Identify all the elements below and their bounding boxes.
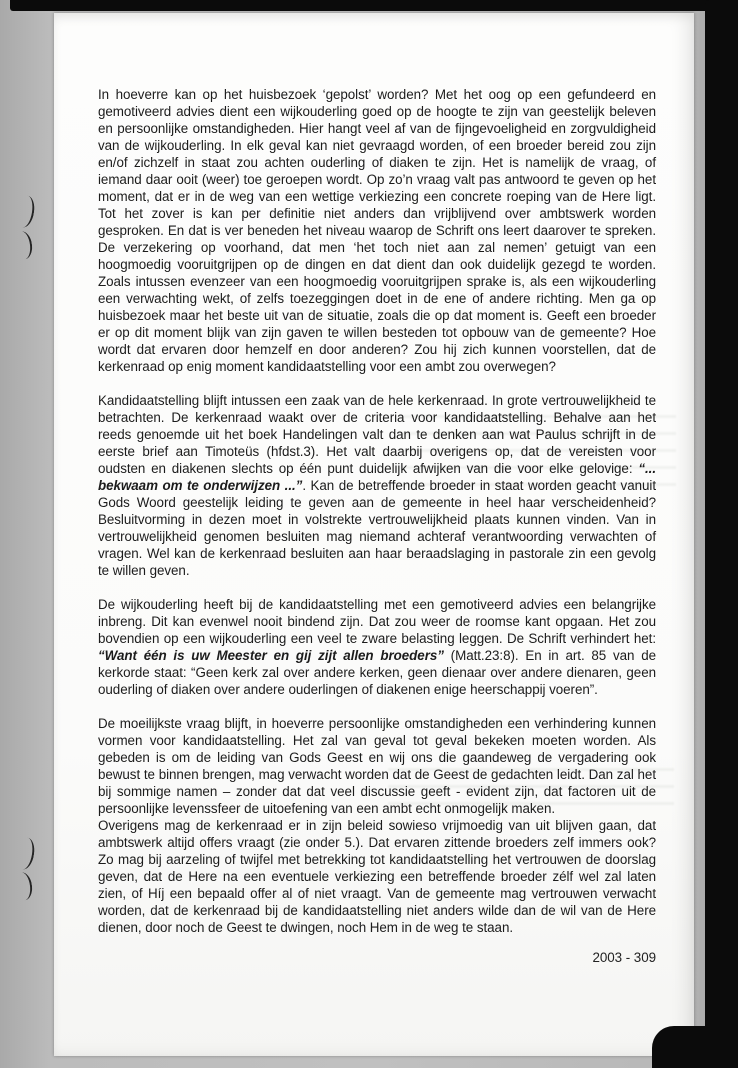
binding-mark — [21, 195, 37, 228]
page-text — [98, 86, 656, 936]
paragraph — [98, 715, 656, 817]
binding-mark — [19, 230, 33, 259]
text-segment: (Matt.23:8). En in art. 85 van de kerkorde staat: “Geen kerk zal over andere kerken, geen dienaar over andere dienaren, geen ouderling of diaken over andere ouderlingen of diakenen enige heerschappij voeren”. — [98, 648, 656, 697]
text-segment: In hoeverre kan op het huisbezoek ‘gepolst’ worden? Met het oog op een gefundeerd en gemotiveerd advies dient een wijkouderling goed op de hoogte te zijn van geestelijk beleven en persoonlijke omstandigheden. Hier hangt veel af van de fijngevoeligheid en zorgvuldigheid van de wijkouderling. In elk geval kan niet gevraagd worden, of een broeder bereid zou zijn en/of zichzelf in staat zou achten ouderling of diaken te zijn. Het is namelijk de vraag, of iemand daar ooit (weer) toe geroepen wordt. Op zo’n vraag valt pas antwoord te geven op het moment, dat er in de weg van een wettige verkiezing een concrete roeping van de Here ligt. Tot het zover is kan per definitie niet anders dan vrijblijvend over ambtswerk worden gesproken. En dat is ver beneden het niveau waarop de Schrift ons leert daarover te spreken. De verzekering op voorhand, dat men ‘het toch niet aan zal nemen’ getuigt van een hoogmoedig vooruitgrijpen op de dingen en dat dient dan ook duidelijk gezegd te worden. Zoals intussen evenzeer van een hoogmoedig vooruitgrijpen sprake is, als een wijkouderling een verwachting wekt, of zelfs toezeggingen doet in de ene of andere richting. Men ga op huisbezoek maar het beste uit van de situatie, zoals die op dat moment is. Geeft een broeder er op dit moment blijk van zijn gaven te willen besteden tot opbouw van de gemeente? Hoe wordt dat ervaren door hemzelf en door anderen? Zou hij zich kunnen voorstellen, dat de kerkenraad op enig moment kandidaatstelling voor een ambt zou overwegen? — [98, 87, 656, 374]
text-segment: “... bekwaam om te onderwijzen ...” — [98, 461, 656, 493]
text-segment: De wijkouderling heeft bij de kandidaatstelling met een gemotiveerd advies een belangrijke inbreng. Dit kan evenwel nooit bindend zijn. Dat zou weer de roomse kant opgaan. Het zou bovendien op een wijkouderling een veel te zware belasting leggen. De Schrift verhindert het: — [98, 597, 656, 646]
scan-corner-bottom-right — [652, 1026, 738, 1068]
scan-edge-top — [10, 0, 738, 11]
page-number: 2003 - 309 — [592, 950, 656, 965]
paragraph — [98, 86, 656, 375]
paragraph — [98, 596, 656, 698]
paragraph — [98, 817, 656, 936]
scan-edge-right — [705, 0, 738, 1068]
paper — [54, 13, 694, 1056]
text-segment: . Kan de betreffende broeder in staat worden geacht vanuit Gods Woord geestelijk leiding te geven aan de gemeente in heel haar verscheidenheid? Besluitvorming in dezen moet in volstrekte vertrouwelijkheid plaats kunnen vinden. Van in vertrouwelijkheid genomen besluiten mag niemand achteraf verantwoording verwachten of vragen. Wel kan de kerkenraad besluiten aan haar beraadslaging in pastorale zin een gevolg te willen geven. — [98, 478, 656, 578]
binding-mark — [21, 837, 37, 870]
text-segment: Kandidaatstelling blijft intussen een zaak van de hele kerkenraad. In grote vertrouwelijkheid te betrachten. De kerkenraad waakt over de criteria voor kandidaatstelling. Behalve aan het reeds genoemde uit het boek Handelingen valt dan te denken aan wat Paulus schrijft in de eerste brief aan Timoteüs (hfdst.3). Het valt daarbij overigens op, dat de vereisten voor oudsten en diakenen slechts op één punt duidelijk afwijken van die voor elke gelovige: — [98, 393, 656, 476]
text-segment: Overigens mag de kerkenraad er in zijn beleid sowieso vrijmoedig van uit blijven gaan, dat ambtswerk altijd offers vraagt (zie onder 5.). Dat ervaren zittende broeders zelf immers ook? Zo mag bij aarzeling of twijfel met betrekking tot kandidaatstelling het vertrouwen de doorslag geven, dat de Here na een eventuele verkiezing een betreffende broeder zélf wel zal laten zien, of Híj een bepaald offer al of niet vraagt. Van de gemeente mag vertrouwen verwacht worden, dat de kerkenraad bij de kandidaatstelling niet anders wilde dan de wil van de Here dienen, door noch de Geest te dwingen, noch Hem in de weg te staan. — [98, 818, 656, 935]
text-segment: De moeilijkste vraag blijft, in hoeverre persoonlijke omstandigheden een verhindering kunnen vormen voor kandidaatstelling. Het zal van geval tot geval bekeken moeten worden. Als gebeden is om de leiding van Gods Geest en wij ons die gaandeweg de vergadering ook bewust te binnen brengen, mag verwacht worden dat de Geest de gedachten leidt. Dan zal het bij sommige namen – zonder dat dat veel discussie geeft - evident zijn, dat factoren uit de persoonlijke levenssfeer de uitoefening van een ambt echt onmogelijk maken. — [98, 716, 656, 816]
page-content — [98, 86, 656, 966]
binding-mark — [19, 871, 33, 900]
paragraph — [98, 392, 656, 579]
text-segment: “Want één is uw Meester en gij zijt allen broeders” — [98, 648, 444, 663]
